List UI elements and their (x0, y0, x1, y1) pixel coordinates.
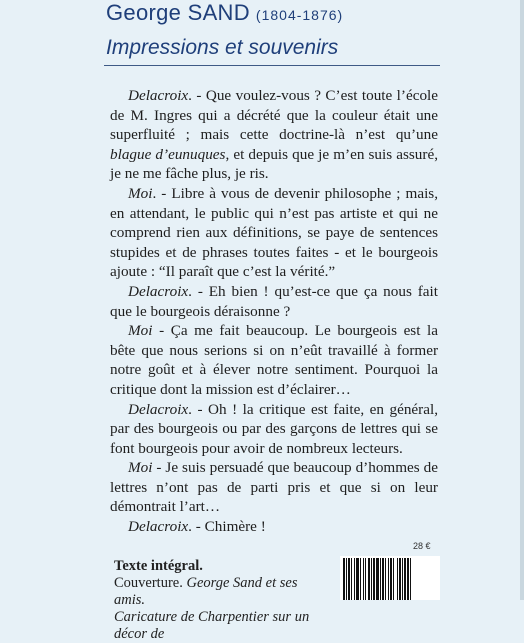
emphasis-text: blague d’eunuques (110, 145, 226, 163)
barcode-bar (390, 558, 392, 600)
author-name: George SAND (106, 0, 250, 25)
cover-caption: George Sand et ses amis. (114, 575, 298, 608)
barcode-bar (388, 558, 389, 600)
dialogue-excerpt (110, 86, 438, 537)
barcode-bar (365, 558, 366, 600)
dialogue-paragraph (110, 282, 438, 321)
dialogue-text: - Ça me fait beaucoup. Le bourgeois est la bête que nous serions si on n’eût travaillé à former notre goût et à élever notre sentiment. Pourquoi la critique dont la mission est d’éclairer… (110, 322, 438, 398)
dialogue-text: . - Que voulez-vous ? C’est toute l’école de M. Ingres qui a décrété que la couleur était une superfluité ; mais cette doctrine-là n’est qu’une (110, 87, 438, 144)
barcode-bar (351, 558, 352, 600)
dialogue-text: . - Oh ! la critique est faite, en général, par des bourgeois ou par des garçons de lettres qui se font bourgeois pour avoir de nombreux lecteurs. (110, 400, 438, 457)
dialogue-text: - Je suis persuadé que beaucoup d’hommes de lettres n’ont pas de parti pris et que si on leur démontrait l’art… (110, 459, 438, 516)
barcode-bar (410, 558, 411, 600)
barcode-bar (346, 558, 347, 600)
barcode-bar (402, 558, 403, 600)
barcode (340, 556, 440, 600)
barcode-bar (356, 558, 359, 600)
integral-text-label: Texte intégral. (114, 558, 203, 574)
dialogue-paragraph (110, 321, 438, 399)
dialogue-text: . - Chimère ! (188, 518, 266, 536)
page-edge (520, 0, 524, 600)
barcode-bar (399, 558, 401, 600)
speaker: Moi (128, 184, 153, 202)
barcode-bar (385, 558, 386, 600)
barcode-bar (363, 558, 364, 600)
speaker: Delacroix (128, 518, 189, 536)
dialogue-paragraph (110, 184, 438, 282)
price-label: 28 € (413, 541, 431, 551)
speaker: Moi (128, 322, 153, 340)
barcode-bar (404, 558, 406, 600)
speaker: Delacroix (128, 400, 189, 418)
barcode-bar (376, 558, 379, 600)
barcode-bar (354, 558, 355, 600)
cover-credits (114, 558, 324, 643)
dialogue-text: . - Eh bien ! qu’est-ce que ça nous fait que le bourgeois déraisonne ? (110, 282, 438, 320)
book-title: Impressions et souvenirs (106, 36, 339, 59)
dialogue-paragraph (110, 400, 438, 459)
author-heading (106, 0, 343, 26)
barcode-bar (360, 558, 361, 600)
barcode-bar (397, 558, 398, 600)
speaker: Delacroix (128, 87, 189, 104)
barcode-bar (348, 558, 350, 600)
speaker: Moi (128, 459, 153, 477)
title-divider (104, 65, 440, 66)
dialogue-paragraph (110, 458, 438, 517)
barcode-bar (382, 558, 384, 600)
cover-label: Couverture. (114, 575, 187, 591)
barcode-bar (407, 558, 409, 600)
barcode-bar (393, 558, 394, 600)
dialogue-paragraph (110, 517, 438, 537)
cover-caption-line2: Caricature de Charpentier sur un décor de (114, 609, 310, 642)
barcode-bar (380, 558, 381, 600)
barcode-bar (368, 558, 370, 600)
author-dates: (1804-1876) (255, 7, 344, 23)
speaker: Delacroix (128, 282, 189, 300)
dialogue-text: , et depuis que je m’en suis assuré, je ne me fâche plus, je ris. (110, 145, 438, 183)
dialogue-text: . - Libre à vous de devenir philosophe ; mais, en attendant, le public qui n’est pas artiste et qui ne comprend rien aux définitions, se paye de sentences stupides et de phrases toutes faites - et le bourgeois ajoute : “Il paraît que c’est la vérité.” (110, 184, 438, 281)
barcode-bar (371, 558, 372, 600)
cover-credit-line (114, 575, 324, 609)
dialogue-paragraph (110, 86, 438, 184)
barcode-bar (373, 558, 375, 600)
barcode-bar (343, 558, 345, 600)
